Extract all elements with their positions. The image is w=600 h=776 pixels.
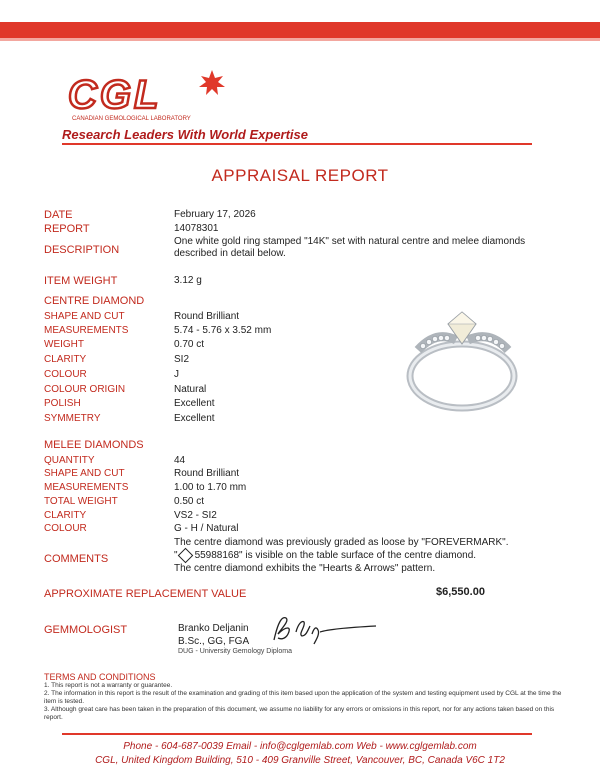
logo-text: CGL <box>68 73 162 117</box>
terms-item: 2. The information in this report is the result of the examination and grading of this item based upon the application of the system and testing equipment used by CGL at the time the item is tested. <box>44 690 562 705</box>
centre-polish-value: Excellent <box>174 398 215 409</box>
terms-body <box>44 682 564 722</box>
centre-colour-value: J <box>174 369 179 380</box>
item-weight-label: ITEM WEIGHT <box>44 275 118 287</box>
comment-line-3: The centre diamond exhibits the "Hearts & Arrows" pattern. <box>174 563 436 574</box>
footer-address: CGL, United Kingdom Building, 510 - 409 Granville Street, Vancouver, BC, Canada V6C 1T2 <box>95 755 505 766</box>
description-label: DESCRIPTION <box>44 244 120 256</box>
centre-measurements-value: 5.74 - 5.76 x 3.52 mm <box>174 325 272 336</box>
item-weight-value: 3.12 g <box>174 275 202 286</box>
top-pink-bar <box>0 38 600 41</box>
centre-colour-origin-value: Natural <box>174 384 207 395</box>
report-value: 14078301 <box>174 223 219 234</box>
top-red-bar <box>0 22 600 38</box>
centre-diamond-heading: CENTRE DIAMOND <box>44 295 145 307</box>
melee-clarity-label: CLARITY <box>44 510 87 521</box>
centre-shape-value: Round Brilliant <box>174 311 240 322</box>
description-value: One white gold ring stamped "14K" set with natural centre and melee diamonds described in detail below. <box>174 236 526 259</box>
centre-colour-origin-label: COLOUR ORIGIN <box>44 384 126 395</box>
melee-shape-label: SHAPE AND CUT <box>44 468 125 479</box>
melee-clarity-value: VS2 - SI2 <box>174 510 217 521</box>
report-label: REPORT <box>44 223 90 235</box>
melee-colour-value: G - H / Natural <box>174 523 239 534</box>
centre-symmetry-label: SYMMETRY <box>44 413 101 424</box>
comment-line-1: The centre diamond was previously graded as loose by "FOREVERMARK". <box>174 537 509 548</box>
comment-inscription: 55988168" is visible on the table surface of the centre diamond. <box>194 550 477 562</box>
signature <box>268 612 388 648</box>
logo-subtext: CANADIAN GEMOLOGICAL LABORATORY <box>72 116 191 122</box>
centre-symmetry-value: Excellent <box>174 413 215 424</box>
melee-quantity-value: 44 <box>174 455 186 466</box>
melee-colour-label: COLOUR <box>44 523 87 534</box>
gemmologist-credentials: B.Sc., GG, FGA <box>178 636 250 647</box>
comment-quote: " <box>174 550 178 562</box>
centre-clarity-value: SI2 <box>174 354 190 365</box>
footer-contact: Phone - 604-687-0039 Email - info@cglgemlab.com Web - www.cglgemlab.com <box>123 741 477 752</box>
melee-total-weight-label: TOTAL WEIGHT <box>44 496 118 507</box>
centre-clarity-label: CLARITY <box>44 354 87 365</box>
tagline: Research Leaders With World Expertise <box>62 127 309 142</box>
terms-item: 3. Although great care has been taken in the preparation of this document, we assume no liability for any errors or omissions in this report, nor for any actions taken based on this report. <box>44 706 555 721</box>
melee-measurements-value: 1.00 to 1.70 mm <box>174 482 247 493</box>
logo-star-icon <box>199 70 225 95</box>
header-rule <box>62 143 532 145</box>
comment-line-2 <box>174 550 476 561</box>
centre-polish-label: POLISH <box>44 398 81 409</box>
date-value: February 17, 2026 <box>174 209 256 220</box>
gemmologist-note: DUG - University Gemology Diploma <box>178 648 292 655</box>
melee-measurements-label: MEASUREMENTS <box>44 482 129 493</box>
date-label: DATE <box>44 209 73 221</box>
melee-diamonds-heading: MELEE DIAMONDS <box>44 439 144 451</box>
ring-photo <box>396 300 526 420</box>
melee-quantity-label: QUANTITY <box>44 455 95 466</box>
centre-colour-label: COLOUR <box>44 369 87 380</box>
terms-item: 1. This report is not a warranty or guarantee. <box>44 682 173 689</box>
footer-rule <box>62 733 532 735</box>
melee-total-weight-value: 0.50 ct <box>174 496 205 507</box>
centre-weight-label: WEIGHT <box>44 339 84 350</box>
cgl-logo <box>62 68 262 126</box>
gemmologist-label: GEMMOLOGIST <box>44 624 128 636</box>
replacement-value: $6,550.00 <box>436 586 485 598</box>
centre-measurements-label: MEASUREMENTS <box>44 325 129 336</box>
terms-heading: TERMS AND CONDITIONS <box>44 672 156 682</box>
melee-shape-value: Round Brilliant <box>174 468 240 479</box>
gemmologist-name: Branko Deljanin <box>178 623 249 634</box>
forevermark-diamond-icon <box>177 548 193 564</box>
centre-shape-label: SHAPE AND CUT <box>44 311 125 322</box>
centre-weight-value: 0.70 ct <box>174 339 205 350</box>
page-title: APPRAISAL REPORT <box>211 166 389 185</box>
comments-label: COMMENTS <box>44 553 109 565</box>
replacement-value-label: APPROXIMATE REPLACEMENT VALUE <box>44 588 247 600</box>
